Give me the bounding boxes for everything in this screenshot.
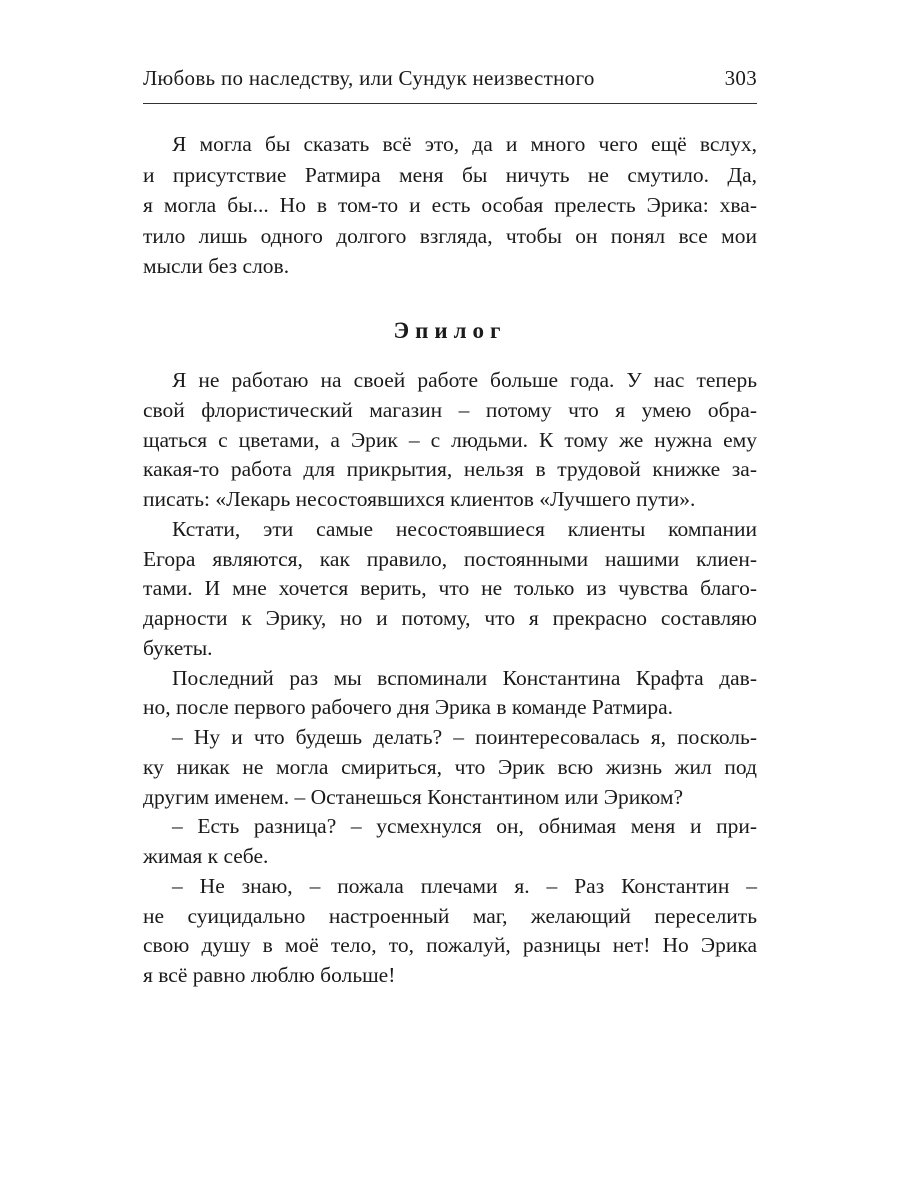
text-line: свой флористический магазин – потому что я умею обра- (143, 397, 757, 422)
text-line: другим именем. – Останешься Константином или Эриком? (143, 784, 684, 809)
paragraph (143, 812, 757, 872)
text-line: я всё равно люблю больше! (143, 963, 396, 987)
paragraph (143, 664, 757, 724)
text-line: – Ну и что будешь делать? – поинтересовалась я, посколь- (172, 725, 757, 749)
text-line: Я могла бы сказать всё это, да и много чего ещё вслух, (172, 132, 757, 156)
text-line: не суицидально настроенный маг, желающий переселить (143, 903, 757, 928)
text-line: Я не работаю на своей работе больше года. У нас теперь (172, 368, 757, 392)
text-line: жимая к себе. (143, 844, 269, 868)
text-line: мысли без слов. (143, 254, 290, 278)
text-line: писать: «Лекарь несостоявшихся клиентов «Лучшего пути». (143, 487, 696, 511)
text-line: я могла бы... Но в том-то и есть особая прелесть Эрика: хва- (143, 193, 757, 217)
page-number: 303 (724, 66, 757, 90)
paragraph (143, 366, 757, 515)
header-divider (143, 103, 757, 104)
text-line: букеты. (143, 635, 213, 660)
text-line: но, после первого рабочего дня Эрика в команде Ратмира. (143, 695, 674, 720)
epilogue-text (143, 366, 757, 991)
text-line: ку никак не могла смириться, что Эрик всю жизнь жил под (143, 754, 757, 779)
text-line: и присутствие Ратмира меня бы ничуть не смутило. Да, (143, 162, 757, 187)
text-line: тами. И мне хочется верить, что не только из чувства благо- (143, 576, 757, 601)
text-line: Кстати, эти самые несостоявшиеся клиенты компании (172, 516, 757, 541)
paragraph (143, 723, 757, 812)
paragraph (143, 872, 757, 991)
text-line: – Не знаю, – пожала плечами я. – Раз Константин – (172, 873, 757, 898)
text-line: – Есть разница? – усмехнулся он, обнимая меня и при- (172, 814, 757, 839)
text-line: тило лишь одного долгого взгляда, чтобы он понял все мои (143, 223, 757, 248)
paragraph (143, 515, 757, 664)
text-line: какая-то работа для прикрытия, нельзя в трудовой книжке за- (143, 457, 757, 482)
text-line: Последний раз мы вспоминали Константина Крафта дав- (172, 665, 757, 690)
book-title: Любовь по наследству, или Сундук неизвестного (143, 66, 595, 90)
text-line: Егора являются, как правило, постоянными нашими клиен- (143, 546, 757, 571)
running-header (143, 66, 757, 96)
chapter-heading: Эпилог (393, 318, 507, 343)
intro-paragraph (143, 129, 757, 282)
text-line: щаться с цветами, а Эрик – с людьми. К тому же нужна ему (143, 427, 757, 452)
text-line: свою душу в моё тело, то, пожалуй, разницы нет! Но Эрика (143, 933, 757, 958)
text-line: дарности к Эрику, но и потому, что я прекрасно составляю (143, 606, 757, 630)
